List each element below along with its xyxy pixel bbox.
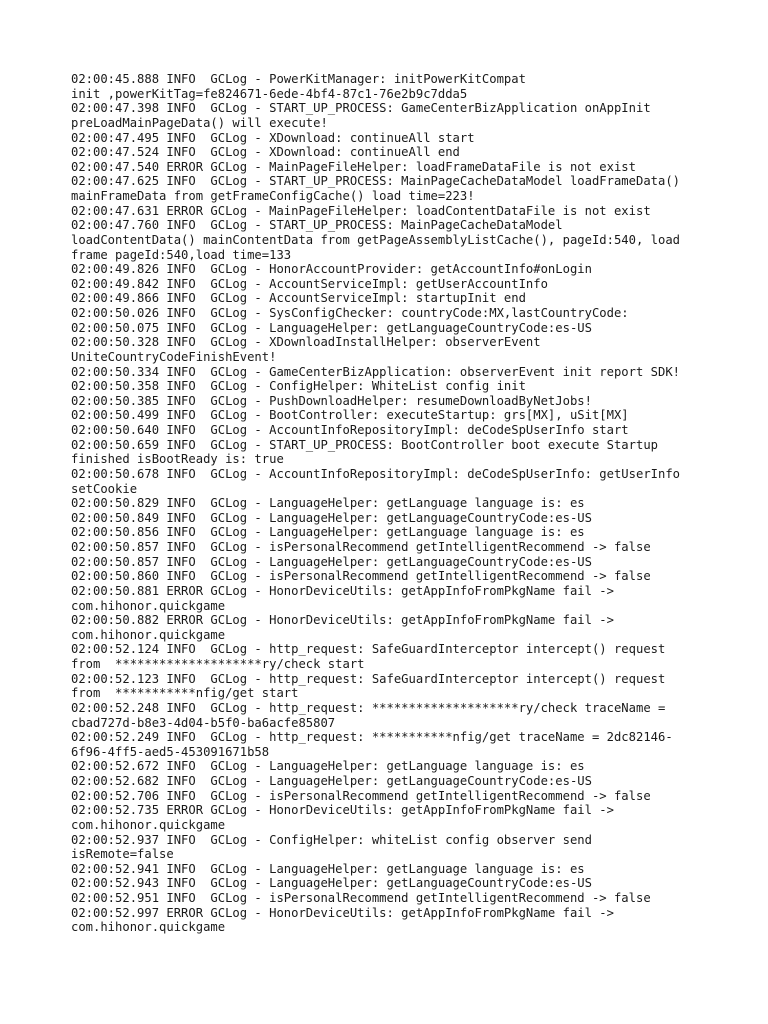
log-line: isRemote=false	[71, 847, 174, 862]
log-line: 02:00:47.625 INFO GCLog - START_UP_PROCESS: MainPageCacheDataModel loadFrameData()	[71, 174, 681, 189]
log-line: 02:00:50.075 INFO GCLog - LanguageHelper: getLanguageCountryCode:es-US	[71, 320, 592, 335]
log-line: 02:00:47.495 INFO GCLog - XDownload: continueAll start	[71, 130, 475, 145]
log-line: 02:00:50.026 INFO GCLog - SysConfigChecker: countryCode:MX,lastCountryCode:	[71, 306, 629, 320]
log-line: 6f96-4ff5-aed5-453091671b58	[71, 744, 270, 759]
log-line: 02:00:52.123 INFO GCLog - http_request: SafeGuardInterceptor intercept() request	[71, 671, 666, 686]
log-line: 02:00:52.672 INFO GCLog - LanguageHelper: getLanguage language is: es	[71, 759, 585, 774]
log-line: 02:00:52.937 INFO GCLog - ConfigHelper: whiteList config observer send	[71, 832, 592, 847]
log-line: preLoadMainPageData() will execute!	[71, 115, 328, 130]
log-line: 02:00:50.659 INFO GCLog - START_UP_PROCESS: BootController boot execute Startup	[71, 437, 658, 452]
log-line: 02:00:47.760 INFO GCLog - START_UP_PROCESS: MainPageCacheDataModel	[71, 218, 563, 233]
log-line: 02:00:49.866 INFO GCLog - AccountServiceImpl: startupInit end	[71, 291, 526, 306]
log-line: 02:00:50.829 INFO GCLog - LanguageHelper: getLanguage language is: es	[71, 496, 585, 511]
log-line: 02:00:47.398 INFO GCLog - START_UP_PROCESS: GameCenterBizApplication onAppInit	[71, 101, 651, 116]
log-line: mainFrameData from getFrameConfigCache() load time=223!	[71, 189, 475, 203]
log-line: 02:00:52.735 ERROR GCLog - HonorDeviceUtils: getAppInfoFromPkgName fail ->	[71, 803, 614, 818]
log-line: 02:00:52.941 INFO GCLog - LanguageHelper: getLanguage language is: es	[71, 861, 585, 876]
log-line: com.hihonor.quickgame	[71, 920, 226, 935]
log-line: 02:00:52.943 INFO GCLog - LanguageHelper: getLanguageCountryCode:es-US	[71, 876, 592, 891]
log-line: 02:00:47.631 ERROR GCLog - MainPageFileHelper: loadContentDataFile is not exist	[71, 203, 651, 218]
log-line: 02:00:52.706 INFO GCLog - isPersonalRecommend getIntelligentRecommend -> false	[71, 788, 651, 803]
log-line: finished isBootReady is: true	[71, 452, 284, 467]
log-line: 02:00:50.882 ERROR GCLog - HonorDeviceUtils: getAppInfoFromPkgName fail ->	[71, 613, 614, 628]
log-line: 02:00:50.857 INFO GCLog - LanguageHelper: getLanguageCountryCode:es-US	[71, 554, 592, 569]
log-line: 02:00:50.385 INFO GCLog - PushDownloadHelper: resumeDownloadByNetJobs!	[71, 393, 592, 408]
log-line: cbad727d-b8e3-4d04-b5f0-ba6acfe85807	[71, 715, 336, 730]
log-line: 02:00:47.540 ERROR GCLog - MainPageFileHelper: loadFrameDataFile is not exist	[71, 159, 636, 174]
log-line: 02:00:50.860 INFO GCLog - isPersonalRecommend getIntelligentRecommend -> false	[71, 569, 651, 584]
log-line: 02:00:49.842 INFO GCLog - AccountServiceImpl: getUserAccountInfo	[71, 276, 548, 291]
log-line: 02:00:52.951 INFO GCLog - isPersonalRecommend getIntelligentRecommend -> false	[71, 891, 651, 905]
log-line: 02:00:50.881 ERROR GCLog - HonorDeviceUtils: getAppInfoFromPkgName fail ->	[71, 583, 614, 598]
log-document	[71, 72, 711, 935]
log-line: 02:00:52.124 INFO GCLog - http_request: SafeGuardInterceptor intercept() request	[71, 642, 666, 657]
log-line: 02:00:50.856 INFO GCLog - LanguageHelper: getLanguage language is: es	[71, 525, 585, 540]
log-line: setCookie	[71, 481, 138, 496]
log-line: 02:00:50.328 INFO GCLog - XDownloadInstallHelper: observerEvent	[71, 335, 541, 350]
log-line: 02:00:50.334 INFO GCLog - GameCenterBizApplication: observerEvent init report SDK!	[71, 364, 681, 379]
log-line: 02:00:50.678 INFO GCLog - AccountInfoRepositoryImpl: deCodeSpUserInfo: getUserInfo	[71, 466, 681, 481]
log-line: 02:00:50.857 INFO GCLog - isPersonalRecommend getIntelligentRecommend -> false	[71, 540, 651, 554]
log-line: 02:00:45.888 INFO GCLog - PowerKitManager: initPowerKitCompat	[71, 72, 526, 86]
log-line: loadContentData() mainContentData from getPageAssemblyListCache(), pageId:540, load	[71, 232, 681, 247]
log-line: 02:00:50.358 INFO GCLog - ConfigHelper: WhiteList config init	[71, 379, 526, 394]
log-line: 02:00:50.849 INFO GCLog - LanguageHelper: getLanguageCountryCode:es-US	[71, 510, 592, 525]
log-line: frame pageId:540,load time=133	[71, 247, 292, 262]
log-line: 02:00:52.682 INFO GCLog - LanguageHelper: getLanguageCountryCode:es-US	[71, 774, 592, 788]
log-line: 02:00:52.248 INFO GCLog - http_request: ********************ry/check traceName =	[71, 700, 666, 715]
log-line: 02:00:47.524 INFO GCLog - XDownload: continueAll end	[71, 145, 460, 160]
log-line: 02:00:52.249 INFO GCLog - http_request: ***********nfig/get traceName = 2dc82146-	[71, 730, 673, 745]
log-line: from ***********nfig/get start	[71, 686, 299, 701]
log-line: 02:00:49.826 INFO GCLog - HonorAccountProvider: getAccountInfo#onLogin	[71, 262, 592, 277]
log-line: UniteCountryCodeFinishEvent!	[71, 349, 277, 364]
log-line: 02:00:50.640 INFO GCLog - AccountInfoRepositoryImpl: deCodeSpUserInfo start	[71, 423, 629, 437]
log-line: 02:00:50.499 INFO GCLog - BootController: executeStartup: grs[MX], uSit[MX]	[71, 408, 629, 423]
log-line: from ********************ry/check start	[71, 657, 365, 671]
log-line: init ,powerKitTag=fe824671-6ede-4bf4-87c1-76e2b9c7dda5	[71, 86, 468, 101]
log-line: com.hihonor.quickgame	[71, 598, 226, 613]
log-line: com.hihonor.quickgame	[71, 627, 226, 642]
log-line: com.hihonor.quickgame	[71, 817, 226, 832]
log-line: 02:00:52.997 ERROR GCLog - HonorDeviceUtils: getAppInfoFromPkgName fail ->	[71, 905, 614, 920]
